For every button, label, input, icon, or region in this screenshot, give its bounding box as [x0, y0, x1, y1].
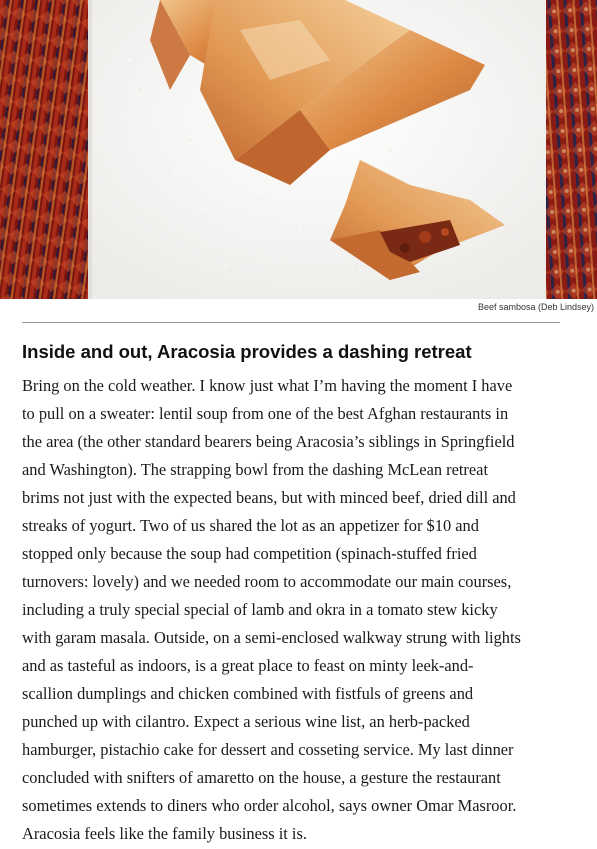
photo-caption: Beef sambosa (Deb Lindsey)	[477, 302, 594, 312]
body-line: scallion dumplings and chicken combined with fistfuls of greens and	[22, 684, 474, 703]
section-divider	[22, 322, 560, 323]
body-line: including a truly special special of lamb and okra in a tomato stew kicky	[22, 600, 498, 619]
body-line: Bring on the cold weather. I know just what I’m having the moment I have	[22, 376, 513, 395]
body-line: punched up with cilantro. Expect a serious wine list, an herb-packed	[22, 712, 470, 731]
body-line: streaks of yogurt. Two of us shared the lot as an appetizer for $10 and	[22, 516, 479, 535]
body-line: turnovers: lovely) and we needed room to accommodate our main courses,	[22, 572, 512, 591]
body-line: sometimes extends to diners who order alcohol, says owner Omar Masroor.	[22, 796, 517, 815]
body-line: and as tasteful as indoors, is a great place to feast on minty leek-and-	[22, 656, 474, 675]
article-body	[22, 372, 582, 848]
body-line: and Washington). The strapping bowl from the dashing McLean retreat	[22, 460, 488, 479]
body-line: brims not just with the expected beans, but with minced beef, dried dill and	[22, 488, 516, 507]
body-line: hamburger, pistachio cake for dessert and cosseting service. My last dinner	[22, 740, 514, 759]
body-line: with garam masala. Outside, on a semi-enclosed walkway strung with lights	[22, 628, 521, 647]
body-line: concluded with snifters of amaretto on the house, a gesture the restaurant	[22, 768, 501, 787]
body-line: Aracosia feels like the family business it is.	[22, 824, 307, 843]
body-line: the area (the other standard bearers being Aracosia’s siblings in Springfield	[22, 432, 515, 451]
sambosa-illustration	[0, 0, 597, 299]
body-line: stopped only because the soup had competition (spinach-stuffed fried	[22, 544, 477, 563]
body-line: to pull on a sweater: lentil soup from one of the best Afghan restaurants in	[22, 404, 509, 423]
article-headline: Inside and out, Aracosia provides a dashing retreat	[22, 341, 472, 362]
article-photo	[0, 0, 597, 299]
